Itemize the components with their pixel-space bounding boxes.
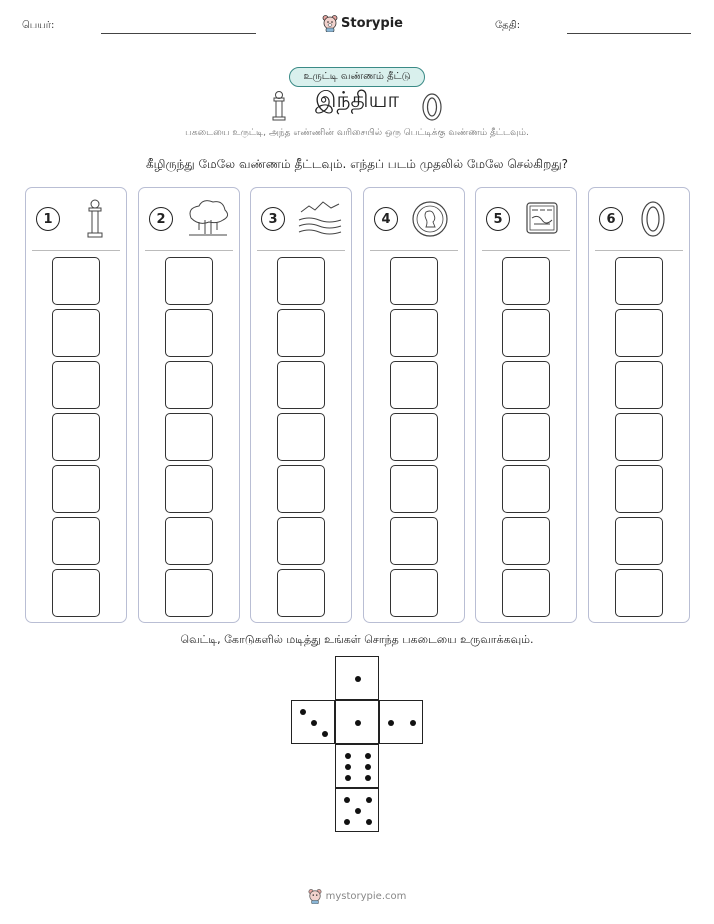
color-box[interactable] — [390, 257, 438, 305]
color-box[interactable] — [390, 309, 438, 357]
brand-logo — [322, 12, 403, 34]
die-face-1-center — [335, 700, 379, 744]
color-box[interactable] — [615, 309, 663, 357]
color-box[interactable] — [165, 309, 213, 357]
color-box[interactable] — [615, 517, 663, 565]
color-box[interactable] — [277, 569, 325, 617]
color-box[interactable] — [502, 517, 550, 565]
column-3 — [250, 187, 352, 623]
color-box[interactable] — [165, 361, 213, 409]
question: கீழிருந்து மேலே வண்ணம் தீட்டவும். எந்தப் படம் முதலில் மேலே செல்கிறது? — [145, 157, 569, 171]
color-box[interactable] — [52, 361, 100, 409]
column-number: 1 — [36, 207, 60, 231]
die-face-1 — [335, 656, 379, 700]
column-divider — [370, 250, 458, 251]
column-number: 6 — [599, 207, 623, 231]
color-box[interactable] — [502, 413, 550, 461]
color-box[interactable] — [52, 413, 100, 461]
column-divider — [32, 250, 120, 251]
color-box[interactable] — [390, 569, 438, 617]
brand-name: Storypie — [341, 15, 403, 31]
color-box[interactable] — [277, 517, 325, 565]
column-4 — [363, 187, 465, 623]
name-line[interactable] — [101, 33, 256, 34]
zero-icon — [635, 198, 681, 240]
coin-icon — [410, 198, 456, 240]
color-box[interactable] — [277, 361, 325, 409]
column-1 — [25, 187, 127, 623]
die-face-6 — [335, 744, 379, 788]
die-face-3 — [291, 700, 335, 744]
color-box[interactable] — [277, 413, 325, 461]
page-title: இந்தியா — [315, 88, 399, 113]
footer-site[interactable]: mystorypie.com — [325, 890, 407, 902]
bear-icon — [308, 888, 322, 904]
column-number: 4 — [374, 207, 398, 231]
color-box[interactable] — [615, 413, 663, 461]
color-box[interactable] — [615, 257, 663, 305]
color-box[interactable] — [52, 569, 100, 617]
color-box[interactable] — [277, 309, 325, 357]
color-box[interactable] — [165, 517, 213, 565]
subtitle: பகடையை உருட்டி, அந்த எண்ணின் வரிசையில் ஒரு பெட்டிக்கு வண்ணம் தீட்டவும். — [185, 128, 529, 138]
column-5 — [475, 187, 577, 623]
zero-icon — [421, 92, 443, 122]
color-box[interactable] — [502, 309, 550, 357]
color-box[interactable] — [165, 569, 213, 617]
color-box[interactable] — [615, 465, 663, 513]
color-box[interactable] — [165, 413, 213, 461]
die-face-5 — [335, 788, 379, 832]
ganges-river-icon — [297, 198, 343, 240]
column-6 — [588, 187, 690, 623]
date-label: தேதி: — [495, 20, 521, 31]
banyan-tree-icon — [185, 198, 231, 240]
color-box[interactable] — [502, 361, 550, 409]
color-box[interactable] — [390, 517, 438, 565]
color-box[interactable] — [502, 569, 550, 617]
color-box[interactable] — [390, 413, 438, 461]
color-box[interactable] — [615, 569, 663, 617]
bear-icon — [322, 14, 338, 32]
column-number: 5 — [486, 207, 510, 231]
activity-badge: உருட்டி வண்ணம் தீட்டு — [289, 67, 425, 87]
column-number: 2 — [149, 207, 173, 231]
color-box[interactable] — [165, 465, 213, 513]
column-divider — [145, 250, 233, 251]
ashoka-pillar-icon — [72, 198, 118, 240]
color-box[interactable] — [52, 465, 100, 513]
column-number: 3 — [261, 207, 285, 231]
color-box[interactable] — [502, 257, 550, 305]
name-label: பெயர்: — [22, 20, 55, 31]
color-box[interactable] — [390, 465, 438, 513]
color-box[interactable] — [277, 465, 325, 513]
column-divider — [595, 250, 683, 251]
color-box[interactable] — [615, 361, 663, 409]
color-box[interactable] — [52, 257, 100, 305]
color-box[interactable] — [52, 309, 100, 357]
color-box[interactable] — [52, 517, 100, 565]
column-divider — [482, 250, 570, 251]
column-2 — [138, 187, 240, 623]
date-line[interactable] — [567, 33, 691, 34]
color-box[interactable] — [165, 257, 213, 305]
indus-seal-icon — [522, 198, 568, 240]
color-box[interactable] — [502, 465, 550, 513]
die-face-2 — [379, 700, 423, 744]
color-box[interactable] — [277, 257, 325, 305]
color-box[interactable] — [390, 361, 438, 409]
column-divider — [257, 250, 345, 251]
footer — [0, 888, 714, 904]
cut-instruction: வெட்டி, கோடுகளில் மடித்து உங்கள் சொந்த பகடையை உருவாக்கவும். — [180, 633, 534, 646]
